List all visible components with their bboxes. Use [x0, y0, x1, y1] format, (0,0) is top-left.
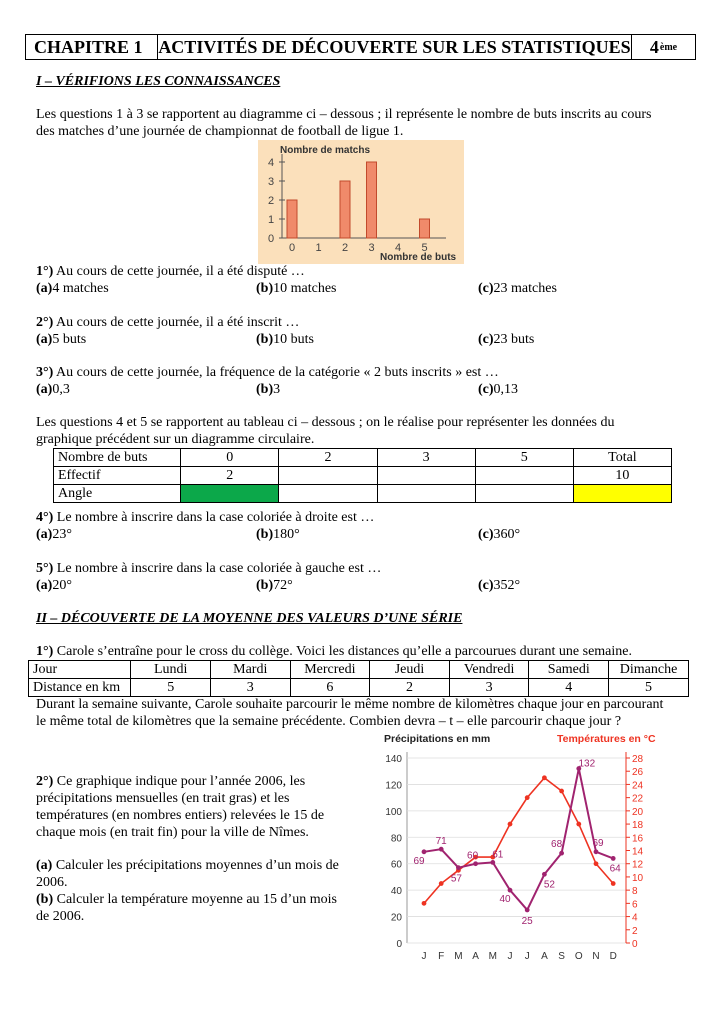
temperature-point [542, 775, 547, 780]
right-axis-title: Températures en °C [557, 733, 656, 745]
pie-data-table [53, 448, 672, 503]
precipitation-label: 71 [435, 836, 447, 848]
left-tick-label: 100 [385, 806, 402, 818]
temperature-point [439, 881, 444, 886]
section-2-question-2: 2°) Ce graphique indique pour l’année 2006, les précipitations mensuelles (en trait gras) et les températures (en nombres entiers) relevées le 15 de chaque mois (en trait fin) pour la ville de Nîmes. [36, 774, 325, 840]
left-tick-label: 40 [390, 886, 402, 898]
y-tick-label: 0 [268, 233, 275, 245]
question-4: 4°) Le nombre à inscrire dans la case coloriée à droite est … [36, 510, 375, 525]
precipitation-label: 64 [609, 863, 621, 875]
x-tick-label: 1 [315, 242, 322, 254]
question-5: 5°) Le nombre à inscrire dans la case coloriée à gauche est … [36, 561, 382, 576]
month-label: J [524, 951, 530, 962]
table-intro: Les questions 4 et 5 se rapportent au tableau ci – dessous ; on le réalise pour représenter les données du graphique précédent sur un diagramme circulaire. [36, 415, 615, 447]
temperature-point [508, 822, 513, 827]
precipitation-label: 25 [521, 915, 533, 927]
x-tick-label: 2 [342, 242, 349, 254]
month-label: D [609, 951, 617, 962]
angle-cell-yellow[interactable] [573, 485, 671, 503]
question-2: 2°) Au cours de cette journée, il a été inscrit … [36, 315, 300, 330]
month-label: N [592, 951, 600, 962]
climate-line-chart [362, 725, 662, 965]
right-tick-label: 16 [632, 833, 644, 845]
bar-chart-title: Nombre de matchs [280, 145, 371, 156]
level-label: 4 ème [649, 36, 678, 57]
precipitation-label: 57 [450, 873, 462, 885]
month-label: J [507, 951, 513, 962]
right-tick-label: 10 [632, 872, 644, 884]
precipitation-point [456, 865, 461, 870]
precipitation-point [559, 851, 564, 856]
right-tick-label: 18 [632, 820, 644, 832]
precipitation-point [508, 888, 513, 893]
question-3: 3°) Au cours de cette journée, la fréquence de la catégorie « 2 buts inscrits » est … [36, 365, 499, 380]
precipitation-label: 69 [413, 855, 425, 867]
precipitation-point [490, 860, 495, 865]
section-2-question-1: 1°) Carole s’entraîne pour le cross du collège. Voici les distances qu’elle a parcourues durant une semaine. [36, 644, 632, 659]
temperature-point [525, 795, 530, 800]
chapter-title: ACTIVITÉS DE DÉCOUVERTE SUR LES STATISTIQUES [158, 35, 632, 59]
bar [287, 200, 297, 238]
section-2-title: II – DÉCOUVERTE DE LA MOYENNE DES VALEURS D’UNE SÉRIE [36, 611, 463, 626]
right-tick-label: 2 [632, 925, 638, 937]
right-tick-label: 26 [632, 767, 644, 779]
left-tick-label: 60 [390, 859, 402, 871]
y-tick-label: 3 [268, 176, 275, 188]
temperature-point [594, 861, 599, 866]
question-1: 1°) Au cours de cette journée, il a été disputé … [36, 264, 305, 279]
climate-line-chart-svg [362, 725, 662, 965]
temperature-point [559, 789, 564, 794]
precipitation-point [542, 872, 547, 877]
table-row: Effectif 2 10 [54, 467, 672, 485]
month-label: M [454, 951, 463, 962]
temperature-point [611, 881, 616, 886]
chapter-label: CHAPITRE 1 [26, 35, 158, 59]
y-tick-label: 1 [268, 214, 275, 226]
left-tick-label: 0 [396, 939, 402, 950]
month-label: A [541, 951, 548, 962]
bar-chart-xlabel: Nombre de buts [380, 252, 457, 263]
right-tick-label: 24 [632, 780, 644, 792]
temperature-point [422, 901, 427, 906]
month-label: J [421, 951, 427, 962]
right-tick-label: 8 [632, 886, 638, 898]
table-row: Angle [54, 485, 672, 503]
precipitation-label: 52 [543, 879, 555, 891]
right-tick-label: 22 [632, 793, 644, 805]
right-tick-label: 14 [632, 846, 644, 858]
section-1-title: I – VÉRIFIONS LES CONNAISSANCES [36, 74, 281, 89]
chapter-header [25, 34, 696, 60]
x-tick-label: 3 [368, 242, 375, 254]
bar [420, 219, 430, 238]
table-row: Distance en km 5 3 6 2 3 4 5 [29, 679, 689, 697]
precipitation-point [473, 861, 478, 866]
precipitation-point [611, 856, 616, 861]
left-axis-title: Précipitations en mm [384, 733, 491, 745]
precipitation-label: 40 [499, 894, 511, 906]
month-label: S [558, 951, 565, 962]
x-tick-label: 0 [289, 242, 296, 254]
precipitation-label: 132 [578, 758, 596, 770]
bar [340, 181, 350, 238]
x-tick-label: 4 [395, 242, 402, 254]
precipitation-label: 69 [592, 837, 604, 849]
goals-bar-chart-svg [258, 140, 464, 264]
month-label: F [438, 951, 445, 962]
bar [367, 162, 377, 238]
right-tick-label: 20 [632, 806, 644, 818]
precipitation-label: 68 [551, 839, 563, 851]
left-tick-label: 20 [390, 912, 402, 924]
left-tick-label: 120 [385, 780, 402, 792]
precipitation-point [525, 908, 530, 913]
section-2-after-table: Durant la semaine suivante, Carole souhaite parcourir le même nombre de kilomètres chaque jour en parcourant le même total de kilomètres que la semaine précédente. Combien devra – t – elle parcourir chaque jour ? [36, 697, 664, 729]
precipitation-point [439, 847, 444, 852]
table-row: Jour Lundi Mardi Mercredi Jeudi Vendredi Samedi Dimanche [29, 661, 689, 679]
left-tick-label: 80 [390, 833, 402, 845]
right-tick-label: 12 [632, 859, 644, 871]
right-tick-label: 6 [632, 899, 638, 911]
goals-bar-chart [258, 140, 464, 264]
y-tick-label: 4 [268, 157, 275, 169]
right-tick-label: 4 [632, 912, 638, 924]
temperature-point [576, 822, 581, 827]
month-label: O [574, 951, 583, 962]
right-tick-label: 0 [632, 939, 638, 950]
month-label: A [472, 951, 479, 962]
precipitation-point [422, 849, 427, 854]
y-tick-label: 2 [268, 195, 275, 207]
precipitation-point [594, 849, 599, 854]
x-tick-label: 5 [421, 242, 428, 254]
section-2-question-2b: (b) Calculer la température moyenne au 15 d’un mois de 2006. [36, 892, 337, 924]
distance-table [28, 660, 689, 697]
table-row: Nombre de buts 0 2 3 5 Total [54, 449, 672, 467]
section-1-intro: Les questions 1 à 3 se rapportent au diagramme ci – dessous ; il représente le nombre de buts inscrits au cours des matches d’une journée de championnat de football de ligue 1. [36, 107, 652, 139]
month-label: M [488, 951, 497, 962]
section-2-question-2a: (a) Calculer les précipitations moyennes d’un mois de 2006. [36, 858, 339, 890]
right-tick-label: 28 [632, 754, 644, 765]
precipitation-label: 60 [467, 850, 479, 862]
precipitation-label: 61 [492, 849, 504, 861]
angle-cell-green[interactable] [181, 485, 279, 503]
left-tick-label: 140 [385, 754, 402, 765]
